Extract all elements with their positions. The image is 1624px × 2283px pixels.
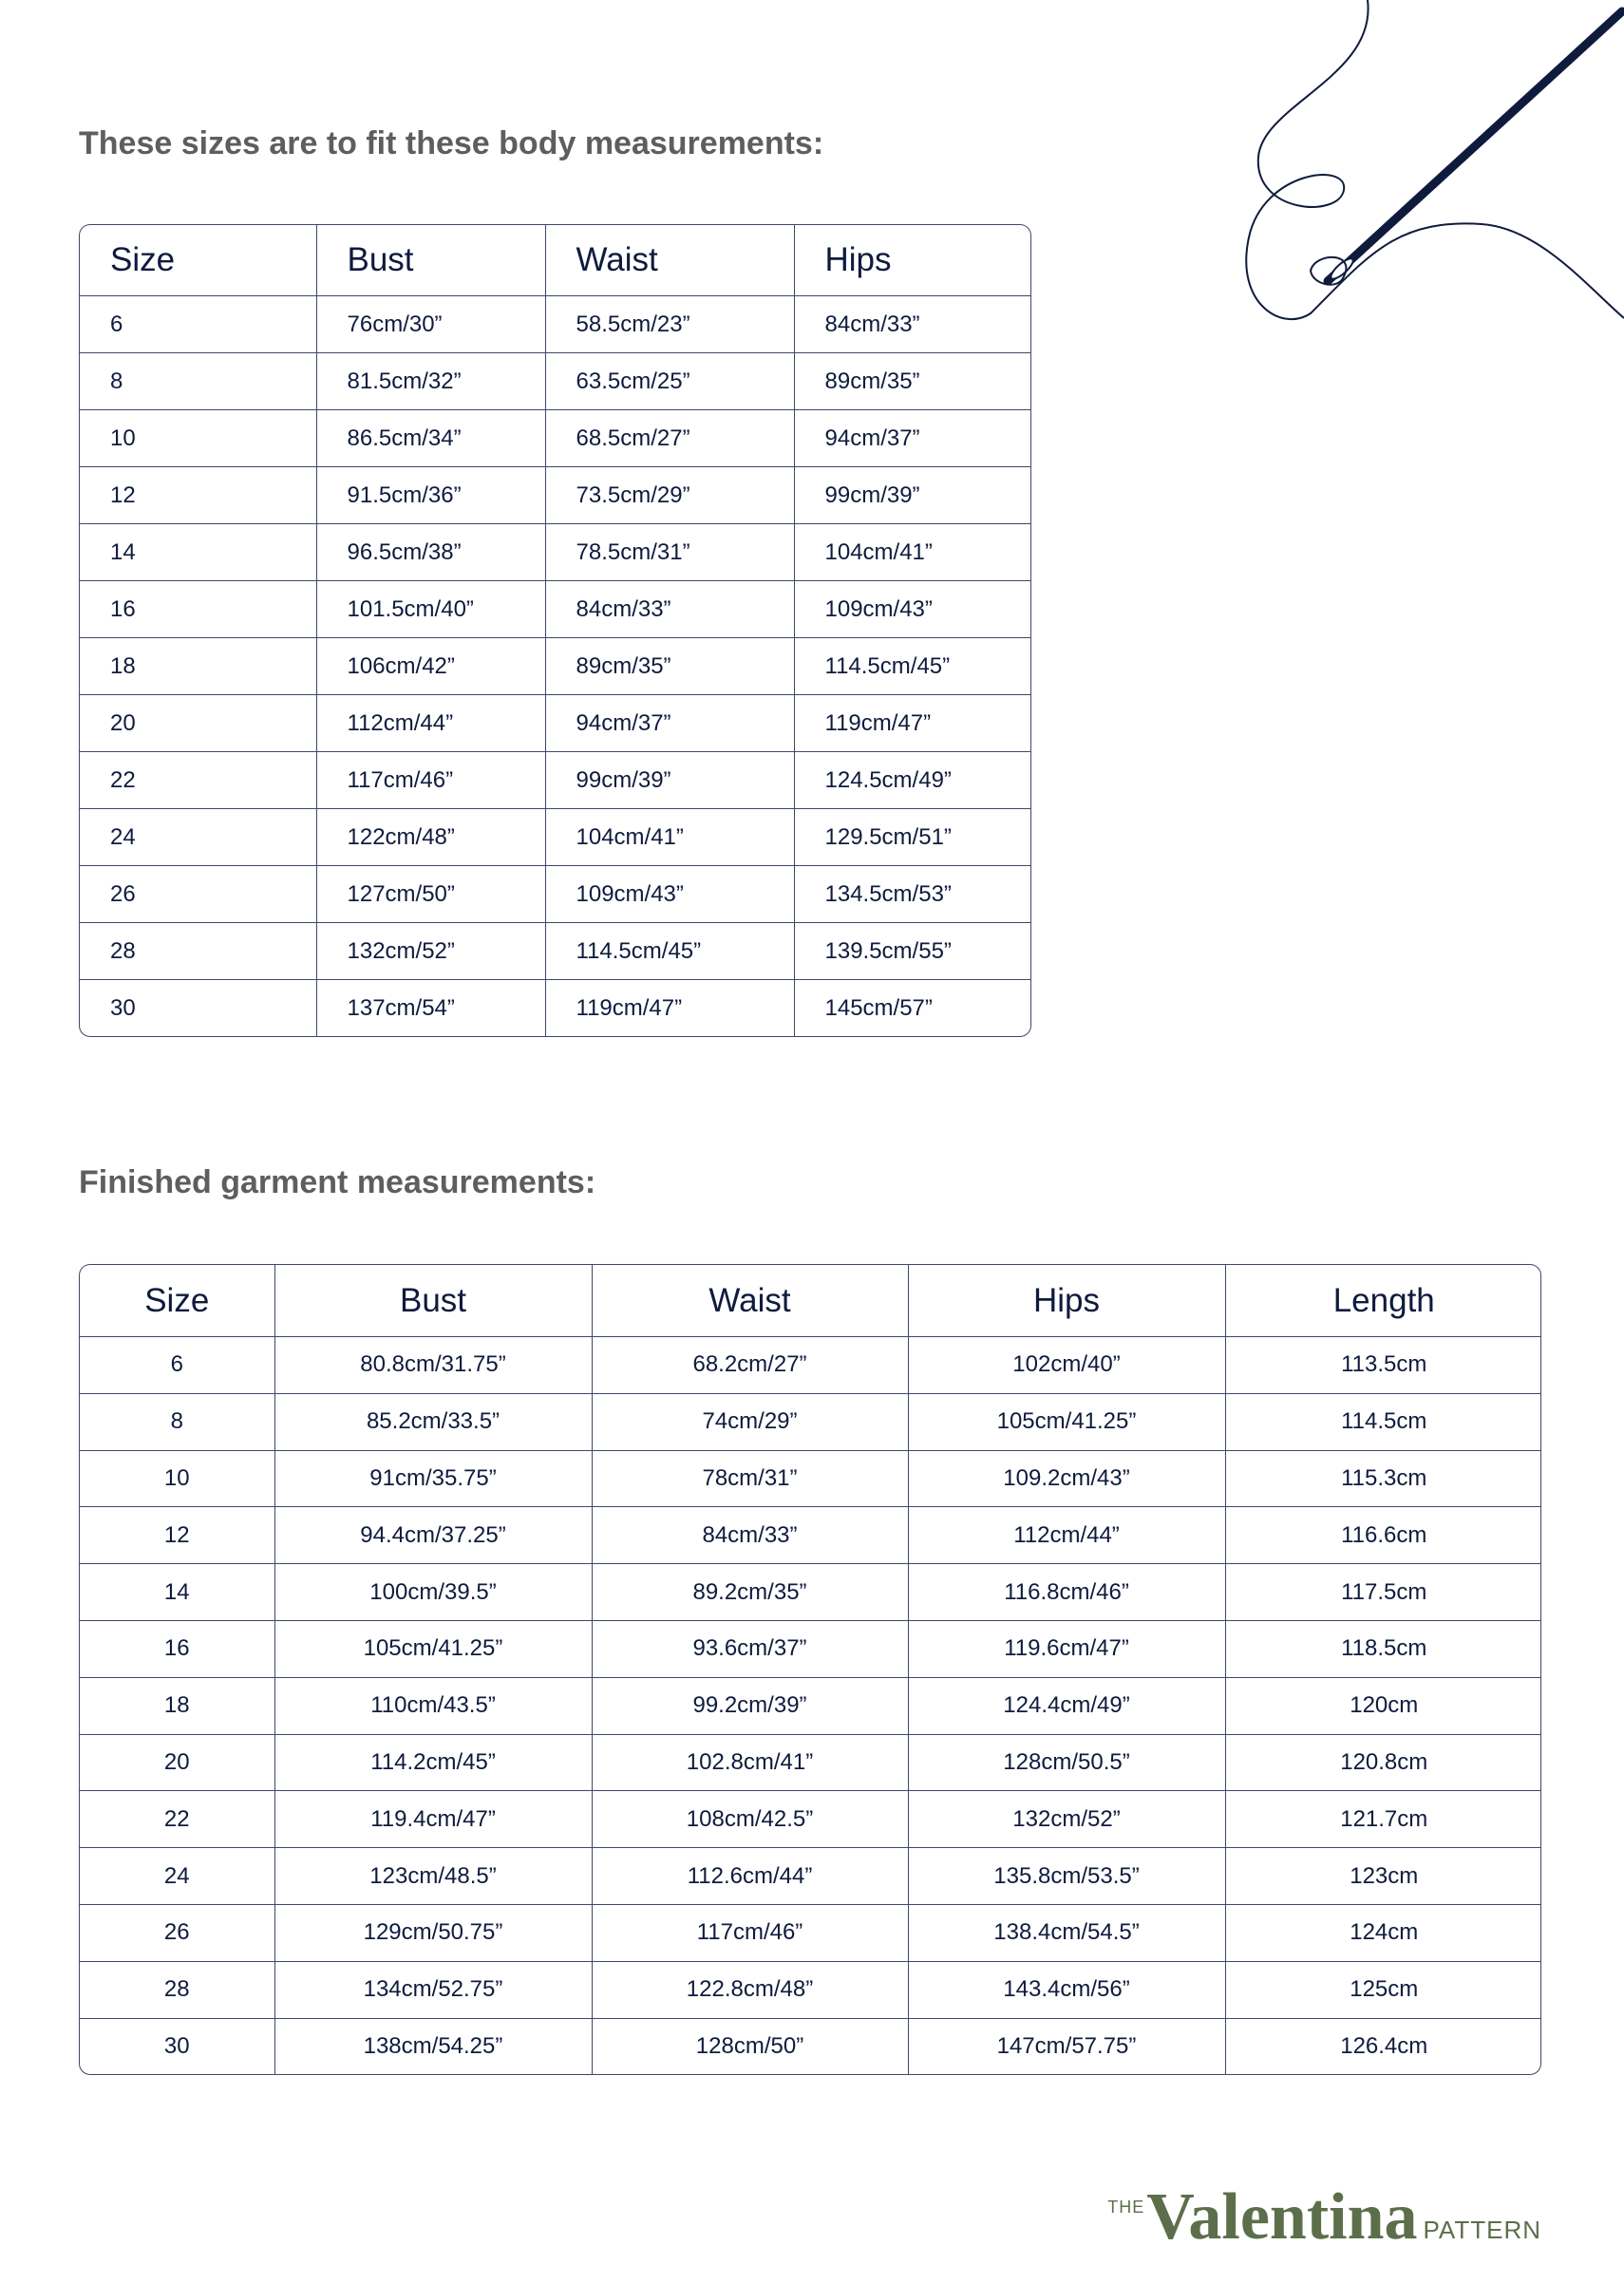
measurement-cell: 105cm/41.25”: [908, 1393, 1225, 1450]
size-cell: 12: [80, 1507, 274, 1564]
measurement-cell: 117cm/46”: [316, 752, 545, 809]
measurement-cell: 116.6cm: [1225, 1507, 1541, 1564]
table-row: [80, 638, 1031, 695]
measurement-cell: 109.2cm/43”: [908, 1450, 1225, 1507]
measurement-cell: 84cm/33”: [545, 581, 794, 638]
size-cell: 14: [80, 524, 316, 581]
measurement-cell: 122cm/48”: [316, 809, 545, 866]
size-cell: 18: [80, 1677, 274, 1734]
measurement-cell: 94cm/37”: [794, 410, 1031, 467]
measurement-cell: 114.2cm/45”: [274, 1734, 592, 1791]
size-cell: 16: [80, 581, 316, 638]
measurement-cell: 119cm/47”: [794, 695, 1031, 752]
measurement-cell: 68.5cm/27”: [545, 410, 794, 467]
measurement-cell: 147cm/57.75”: [908, 2018, 1225, 2074]
table-row: [80, 1791, 1541, 1848]
size-cell: 22: [80, 752, 316, 809]
size-cell: 14: [80, 1564, 274, 1621]
measurement-cell: 138cm/54.25”: [274, 2018, 592, 2074]
measurement-cell: 112cm/44”: [316, 695, 545, 752]
needle-and-thread-icon: [1225, 0, 1624, 408]
size-cell: 28: [80, 1961, 274, 2018]
size-cell: 16: [80, 1620, 274, 1677]
measurement-cell: 121.7cm: [1225, 1791, 1541, 1848]
measurement-cell: 101.5cm/40”: [316, 581, 545, 638]
measurement-cell: 132cm/52”: [316, 923, 545, 980]
garment-measurements-heading: Finished garment measurements:: [79, 1164, 596, 1200]
measurement-cell: 102.8cm/41”: [592, 1734, 908, 1791]
measurement-cell: 124.4cm/49”: [908, 1677, 1225, 1734]
column-header: Waist: [545, 225, 794, 296]
measurement-cell: 84cm/33”: [592, 1507, 908, 1564]
table-row: [80, 1450, 1541, 1507]
size-cell: 26: [80, 866, 316, 923]
measurement-cell: 102cm/40”: [908, 1337, 1225, 1394]
measurement-cell: 94cm/37”: [545, 695, 794, 752]
table-row: [80, 980, 1031, 1036]
measurement-cell: 135.8cm/53.5”: [908, 1848, 1225, 1905]
measurement-cell: 68.2cm/27”: [592, 1337, 908, 1394]
measurement-cell: 129.5cm/51”: [794, 809, 1031, 866]
table-row: [80, 1564, 1541, 1621]
measurement-cell: 139.5cm/55”: [794, 923, 1031, 980]
table-row: [80, 866, 1031, 923]
valentina-pattern-logo: [1107, 2180, 1541, 2254]
measurement-cell: 109cm/43”: [794, 581, 1031, 638]
measurement-cell: 91.5cm/36”: [316, 467, 545, 524]
measurement-cell: 105cm/41.25”: [274, 1620, 592, 1677]
logo-name: Valentina: [1146, 2180, 1418, 2254]
table-row: [80, 1677, 1541, 1734]
logo-prefix: THE: [1107, 2198, 1145, 2217]
table-row: [80, 2018, 1541, 2074]
size-cell: 8: [80, 1393, 274, 1450]
logo-suffix: PATTERN: [1423, 2216, 1541, 2244]
measurement-cell: 119cm/47”: [545, 980, 794, 1036]
measurement-cell: 137cm/54”: [316, 980, 545, 1036]
measurement-cell: 84cm/33”: [794, 296, 1031, 353]
table-header-row: [80, 1265, 1541, 1337]
measurement-cell: 124.5cm/49”: [794, 752, 1031, 809]
table-row: [80, 1904, 1541, 1961]
size-cell: 10: [80, 410, 316, 467]
measurement-cell: 117.5cm: [1225, 1564, 1541, 1621]
measurement-cell: 78.5cm/31”: [545, 524, 794, 581]
measurement-cell: 81.5cm/32”: [316, 353, 545, 410]
measurement-cell: 119.6cm/47”: [908, 1620, 1225, 1677]
column-header: Bust: [274, 1265, 592, 1337]
measurement-cell: 89cm/35”: [545, 638, 794, 695]
measurement-cell: 123cm: [1225, 1848, 1541, 1905]
measurement-cell: 89.2cm/35”: [592, 1564, 908, 1621]
column-header: Size: [80, 1265, 274, 1337]
measurement-cell: 91cm/35.75”: [274, 1450, 592, 1507]
measurement-cell: 99cm/39”: [794, 467, 1031, 524]
measurement-cell: 127cm/50”: [316, 866, 545, 923]
table-row: [80, 923, 1031, 980]
measurement-cell: 104cm/41”: [794, 524, 1031, 581]
table-row: [80, 410, 1031, 467]
table-row: [80, 467, 1031, 524]
table-row: [80, 809, 1031, 866]
body-measurements-heading: These sizes are to fit these body measurements:: [79, 125, 824, 161]
measurement-cell: 114.5cm: [1225, 1393, 1541, 1450]
measurement-cell: 106cm/42”: [316, 638, 545, 695]
measurement-cell: 89cm/35”: [794, 353, 1031, 410]
measurement-cell: 128cm/50”: [592, 2018, 908, 2074]
measurement-cell: 99cm/39”: [545, 752, 794, 809]
measurement-cell: 122.8cm/48”: [592, 1961, 908, 2018]
measurement-cell: 113.5cm: [1225, 1337, 1541, 1394]
column-header: Size: [80, 225, 316, 296]
size-cell: 6: [80, 296, 316, 353]
measurement-cell: 132cm/52”: [908, 1791, 1225, 1848]
measurement-cell: 116.8cm/46”: [908, 1564, 1225, 1621]
measurement-cell: 114.5cm/45”: [794, 638, 1031, 695]
measurement-cell: 108cm/42.5”: [592, 1791, 908, 1848]
measurement-cell: 114.5cm/45”: [545, 923, 794, 980]
table-row: [80, 353, 1031, 410]
table-row: [80, 1620, 1541, 1677]
table-row: [80, 1961, 1541, 2018]
size-cell: 24: [80, 809, 316, 866]
measurement-cell: 126.4cm: [1225, 2018, 1541, 2074]
measurement-cell: 80.8cm/31.75”: [274, 1337, 592, 1394]
size-cell: 20: [80, 1734, 274, 1791]
size-cell: 30: [80, 2018, 274, 2074]
measurement-cell: 93.6cm/37”: [592, 1620, 908, 1677]
table-row: [80, 1507, 1541, 1564]
size-cell: 20: [80, 695, 316, 752]
column-header: Length: [1225, 1265, 1541, 1337]
column-header: Waist: [592, 1265, 908, 1337]
measurement-cell: 128cm/50.5”: [908, 1734, 1225, 1791]
measurement-cell: 110cm/43.5”: [274, 1677, 592, 1734]
size-cell: 26: [80, 1904, 274, 1961]
measurement-cell: 78cm/31”: [592, 1450, 908, 1507]
measurement-cell: 99.2cm/39”: [592, 1677, 908, 1734]
table-row: [80, 1734, 1541, 1791]
measurement-cell: 118.5cm: [1225, 1620, 1541, 1677]
measurement-cell: 143.4cm/56”: [908, 1961, 1225, 2018]
body-measurements-table: [79, 224, 1031, 1037]
table-row: [80, 1848, 1541, 1905]
measurement-cell: 58.5cm/23”: [545, 296, 794, 353]
size-cell: 28: [80, 923, 316, 980]
measurement-cell: 129cm/50.75”: [274, 1904, 592, 1961]
size-cell: 18: [80, 638, 316, 695]
size-cell: 6: [80, 1337, 274, 1394]
measurement-cell: 74cm/29”: [592, 1393, 908, 1450]
table-row: [80, 524, 1031, 581]
measurement-cell: 134.5cm/53”: [794, 866, 1031, 923]
measurement-cell: 112cm/44”: [908, 1507, 1225, 1564]
measurement-cell: 123cm/48.5”: [274, 1848, 592, 1905]
garment-measurements-table: [79, 1264, 1541, 2075]
measurement-cell: 94.4cm/37.25”: [274, 1507, 592, 1564]
measurement-cell: 63.5cm/25”: [545, 353, 794, 410]
measurement-cell: 145cm/57”: [794, 980, 1031, 1036]
table-row: [80, 752, 1031, 809]
measurement-cell: 109cm/43”: [545, 866, 794, 923]
column-header: Bust: [316, 225, 545, 296]
table-header-row: [80, 225, 1031, 296]
size-cell: 22: [80, 1791, 274, 1848]
measurement-cell: 117cm/46”: [592, 1904, 908, 1961]
measurement-cell: 134cm/52.75”: [274, 1961, 592, 2018]
size-cell: 12: [80, 467, 316, 524]
measurement-cell: 104cm/41”: [545, 809, 794, 866]
measurement-cell: 120.8cm: [1225, 1734, 1541, 1791]
measurement-cell: 85.2cm/33.5”: [274, 1393, 592, 1450]
table-row: [80, 695, 1031, 752]
measurement-cell: 138.4cm/54.5”: [908, 1904, 1225, 1961]
measurement-cell: 76cm/30”: [316, 296, 545, 353]
measurement-cell: 124cm: [1225, 1904, 1541, 1961]
measurement-cell: 86.5cm/34”: [316, 410, 545, 467]
table-row: [80, 1337, 1541, 1394]
measurement-cell: 100cm/39.5”: [274, 1564, 592, 1621]
table-row: [80, 296, 1031, 353]
table-row: [80, 1393, 1541, 1450]
size-cell: 30: [80, 980, 316, 1036]
table-row: [80, 581, 1031, 638]
size-cell: 24: [80, 1848, 274, 1905]
measurement-cell: 112.6cm/44”: [592, 1848, 908, 1905]
measurement-cell: 120cm: [1225, 1677, 1541, 1734]
column-header: Hips: [908, 1265, 1225, 1337]
size-cell: 10: [80, 1450, 274, 1507]
measurement-cell: 125cm: [1225, 1961, 1541, 2018]
column-header: Hips: [794, 225, 1031, 296]
measurement-cell: 96.5cm/38”: [316, 524, 545, 581]
size-cell: 8: [80, 353, 316, 410]
measurement-cell: 115.3cm: [1225, 1450, 1541, 1507]
measurement-cell: 119.4cm/47”: [274, 1791, 592, 1848]
measurement-cell: 73.5cm/29”: [545, 467, 794, 524]
